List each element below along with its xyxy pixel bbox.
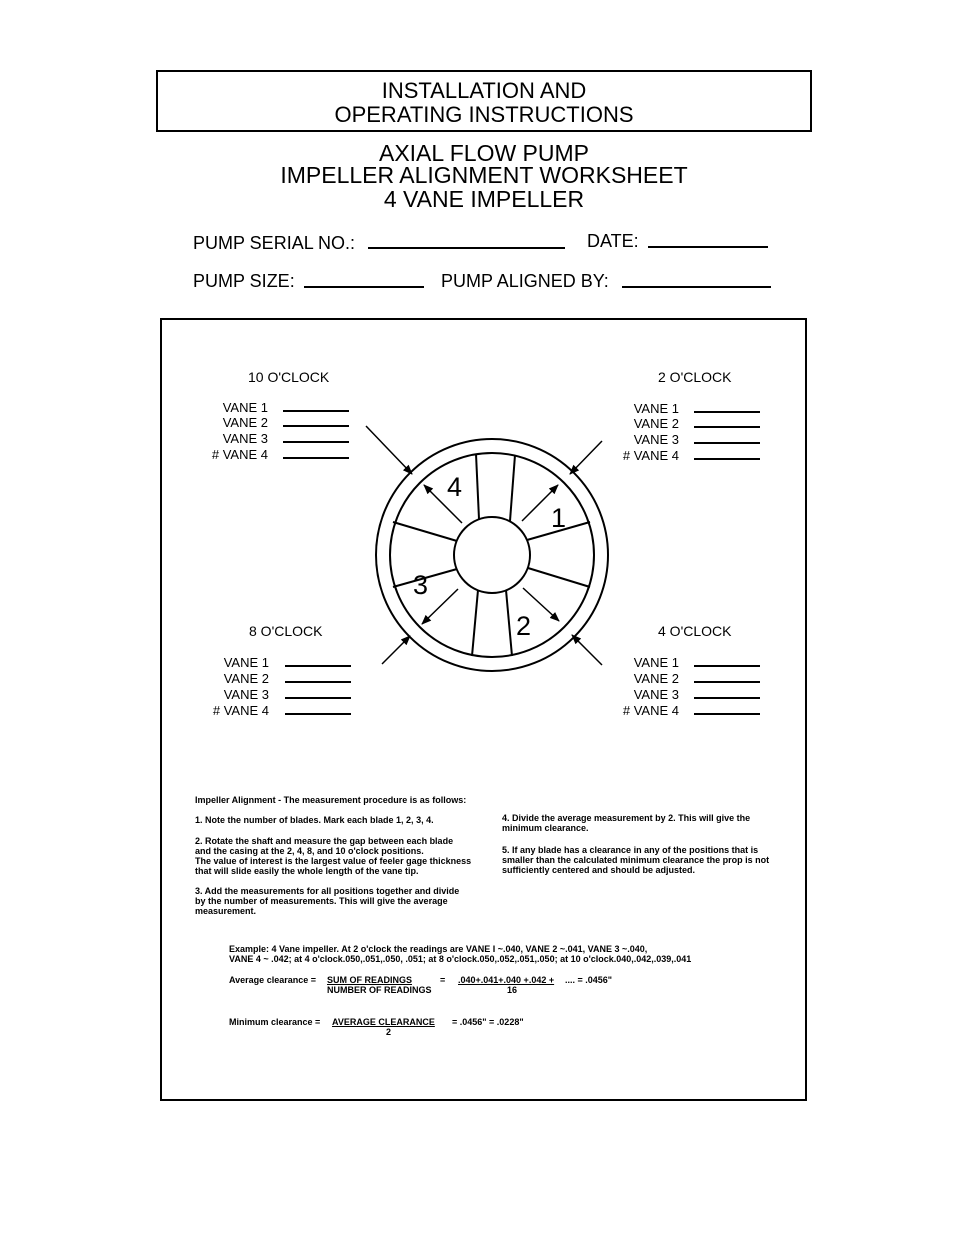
avg-expression-numerator: .040+.041+.040 +.042 + — [458, 975, 555, 985]
instructions-step-2: 2. Rotate the shaft and measure the gap between each blade and the casing at the 2, 4, 8, and 10 o'clock positions. The value of interest is the largest value of feeler gage thickness that will slide easily the whole length of the vane tip. — [195, 836, 472, 876]
hub-circle — [454, 517, 530, 593]
vane-label: # VANE 4 — [622, 448, 679, 463]
vane-label: # VANE 4 — [622, 703, 679, 718]
arrow-2-oclock — [570, 441, 602, 474]
clock-label-8: 8 O'CLOCK — [249, 623, 323, 639]
min-denominator: 2 — [386, 1027, 392, 1037]
arrow-4-oclock — [572, 635, 602, 665]
instructions-step-3: 3. Add the measurements for all positions together and divide by the number of measurements. This will give the average measurement. — [195, 886, 460, 916]
avg-expression-result: .... = .0456" — [565, 975, 613, 985]
blade-number-2: 2 — [516, 611, 532, 641]
example-line-2: VANE 4 ~ .042; at 4 o'clock.050,.051,.050, .051; at 8 o'clock.050,.052,.051,.050; at 10 o'clock.040,.042,.039,.041 — [229, 954, 692, 964]
title-line-2: IMPELLER ALIGNMENT WORKSHEET — [280, 162, 688, 188]
clock-label-4: 4 O'CLOCK — [658, 623, 732, 639]
avg-numerator: SUM OF READINGS — [327, 975, 413, 985]
vane-label: VANE 2 — [633, 671, 679, 686]
vane-label: VANE 1 — [633, 655, 679, 670]
clock-label-10: 10 O'CLOCK — [248, 369, 330, 385]
vane-label: VANE 2 — [633, 416, 679, 431]
avg-denominator: NUMBER OF READINGS — [327, 985, 432, 995]
date-label: DATE: — [587, 231, 639, 251]
header-line-1: INSTALLATION AND — [381, 78, 587, 103]
vane-label: VANE 2 — [223, 671, 269, 686]
avg-clearance-label: Average clearance = — [229, 975, 316, 985]
blade-number-1: 1 — [551, 503, 567, 533]
serial-label: PUMP SERIAL NO.: — [193, 233, 356, 253]
avg-equals: = — [440, 975, 446, 985]
arrow-8-oclock — [382, 636, 410, 664]
instructions-intro: Impeller Alignment - The measurement procedure is as follows: — [195, 795, 467, 805]
avg-expression-denominator: 16 — [507, 985, 518, 995]
clock-label-2: 2 O'CLOCK — [658, 369, 732, 385]
aligned-by-label: PUMP ALIGNED BY: — [441, 271, 609, 291]
vane-label: VANE 1 — [222, 400, 268, 415]
vane-label: VANE 3 — [223, 687, 269, 702]
min-numerator: AVERAGE CLEARANCE — [332, 1017, 435, 1027]
min-clearance-label: Minimum clearance = — [229, 1017, 321, 1027]
vane-label: VANE 2 — [222, 415, 268, 430]
vane-label: VANE 1 — [633, 401, 679, 416]
min-clearance-result: = .0456" = .0228" — [452, 1017, 524, 1027]
blade-number-3: 3 — [413, 570, 429, 600]
arrow-10-oclock — [366, 426, 412, 474]
vane-label: # VANE 4 — [211, 447, 268, 462]
title-line-1: AXIAL FLOW PUMP — [378, 140, 590, 166]
vane-label: VANE 3 — [633, 687, 679, 702]
title-line-3: 4 VANE IMPELLER — [383, 186, 585, 212]
instructions-step-5: 5. If any blade has a clearance in any of the positions that is smaller than the calculated minimum clearance the prop is not sufficiently centered and should be adjusted. — [502, 845, 770, 875]
vane-label: VANE 1 — [223, 655, 269, 670]
size-label: PUMP SIZE: — [193, 271, 295, 291]
header-line-2: OPERATING INSTRUCTIONS — [334, 102, 634, 127]
blade-number-4: 4 — [447, 472, 463, 502]
vane-label: # VANE 4 — [212, 703, 269, 718]
vane-label: VANE 3 — [222, 431, 268, 446]
vane-label: VANE 3 — [633, 432, 679, 447]
example-line-1: Example: 4 Vane impeller. At 2 o'clock the readings are VANE I ~.040, VANE 2 ~.041, VANE 3 ~.040, — [229, 944, 648, 954]
instructions-step-4: 4. Divide the average measurement by 2. This will give the minimum clearance. — [502, 813, 751, 833]
instructions-step-1: 1. Note the number of blades. Mark each blade 1, 2, 3, 4. — [195, 815, 434, 825]
